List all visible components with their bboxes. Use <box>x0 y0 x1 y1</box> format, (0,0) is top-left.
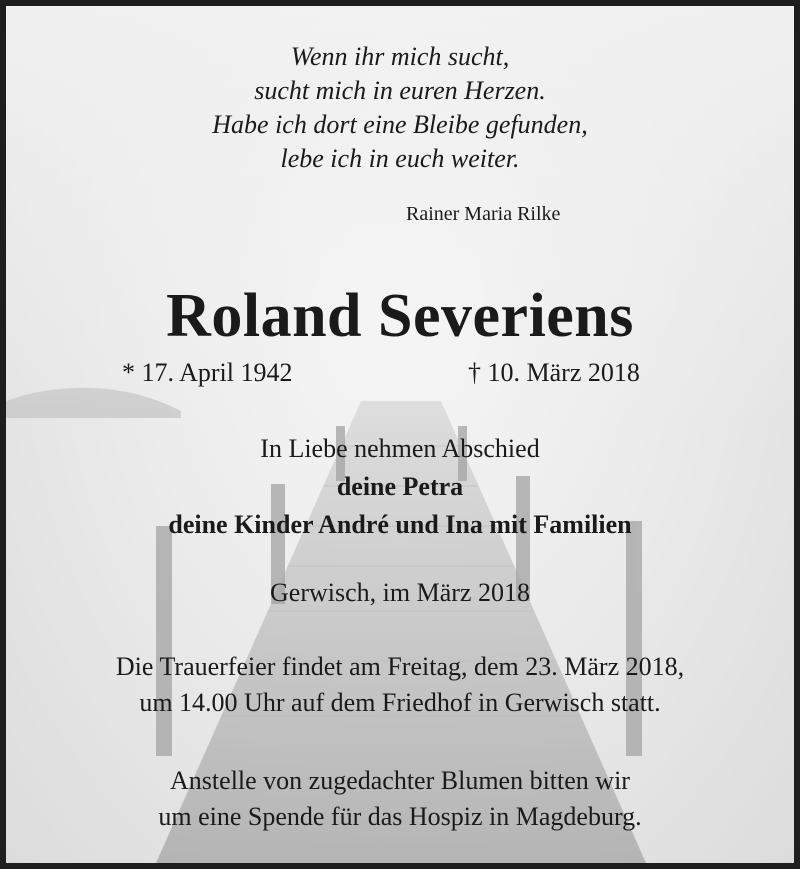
donation-note-line: um eine Spende für das Hospiz in Magdeburg. <box>158 802 642 831</box>
poem-line: lebe ich in euch weiter. <box>280 144 520 173</box>
poem-line: sucht mich in euren Herzen. <box>254 76 546 105</box>
mourner-line: deine Petra <box>336 472 464 501</box>
poem-line: Habe ich dort eine Bleibe gefunden, <box>212 110 588 139</box>
funeral-info-line: um 14.00 Uhr auf dem Friedhof in Gerwisch statt. <box>139 688 661 717</box>
farewell-intro: In Liebe nehmen Abschied <box>260 434 540 463</box>
donation-note-line: Anstelle von zugedachter Blumen bitten wir <box>170 766 630 795</box>
funeral-info-line: Die Trauerfeier findet am Freitag, dem 23. März 2018, <box>115 652 685 681</box>
mourner-line: deine Kinder André und Ina mit Familien <box>168 510 632 539</box>
poem-line: Wenn ihr mich sucht, <box>290 42 510 71</box>
death-date: † 10. März 2018 <box>468 358 640 387</box>
birth-date: * 17. April 1942 <box>122 358 293 387</box>
deceased-name: Roland Severiens <box>166 282 634 350</box>
place-date: Gerwisch, im März 2018 <box>270 578 530 607</box>
poem-author: Rainer Maria Rilke <box>406 203 561 225</box>
